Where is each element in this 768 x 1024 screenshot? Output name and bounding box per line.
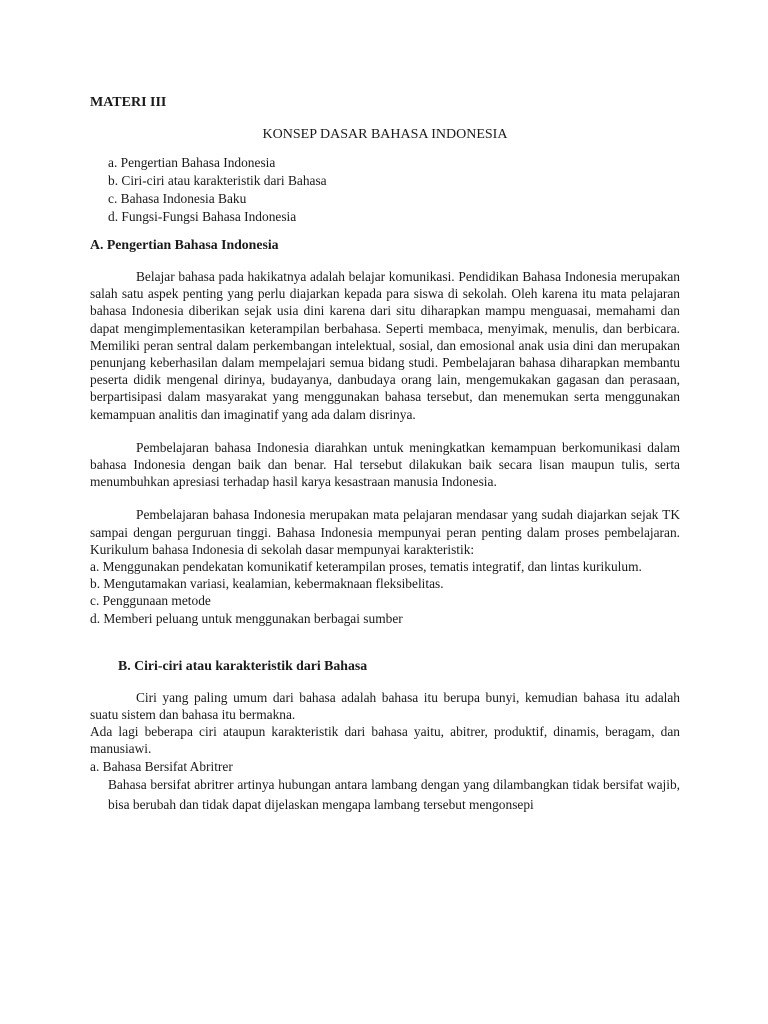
document-page [90,94,680,815]
list-item: b. Mengutamakan variasi, kealamian, kebermaknaan fleksibelitas. [90,576,444,592]
list-item: a. Menggunakan pendekatan komunikatif keterampilan proses, tematis integratif, dan lintas kurikulum. [90,559,642,575]
section-b-item-a: a. Bahasa Bersifat Abritrer [90,758,233,774]
characteristics-list [90,558,680,627]
section-a-paragraph-2: Pembelajaran bahasa Indonesia diarahkan untuk meningkatkan kemampuan berkomunikasi dalam bahasa Indonesia dengan baik dan benar. Hal tersebut dilakukan baik secara lisan maupun tulis, serta menumbuhkan apresiasi terhadap hasil karya kesastraan manusia Indonesia. [90,439,680,490]
section-b-item-a-text: Bahasa bersifat abritrer artinya hubungan antara lambang dengan yang dilambangkan tidak bersifat wajib, bisa berubah dan tidak dapat dijelaskan mengapa lambang tersebut mengonsepi [108,776,680,812]
section-a-paragraph-3: Pembelajaran bahasa Indonesia merupakan mata pelajaran mendasar yang sudah diajarkan sejak TK sampai dengan perguruan tinggi. Bahasa Indonesia mempunyai peran penting dalam proses pembelajaran. Kurikulum bahasa Indonesia di sekolah dasar mempunyai karakteristik: [90,507,680,557]
section-b-title: B. Ciri-ciri atau karakteristik dari Bahasa [118,657,368,673]
section-b-paragraph-2: Ada lagi beberapa ciri ataupun karakteristik dari bahasa yaitu, abitrer, produktif, dinamis, beragam, dan manusiawi. [90,724,680,757]
list-item: d. Memberi peluang untuk menggunakan berbagai sumber [90,610,403,626]
toc-item: a. Pengertian Bahasa Indonesia [108,155,276,170]
toc-item: d. Fungsi-Fungsi Bahasa Indonesia [108,209,297,224]
list-item: c. Penggunaan metode [90,593,211,609]
toc-item: b. Ciri-ciri atau karakteristik dari Bahasa [108,173,327,188]
section-a-title: A. Pengertian Bahasa Indonesia [90,237,279,252]
materi-heading: MATERI III [90,95,167,110]
table-of-contents [90,154,680,226]
section-b-paragraph-1: Ciri yang paling umum dari bahasa adalah bahasa itu berupa bunyi, kemudian bahasa itu adalah suatu sistem dan bahasa itu bermakna. [90,689,680,723]
document-title: KONSEP DASAR BAHASA INDONESIA [262,127,508,142]
toc-item: c. Bahasa Indonesia Baku [108,191,247,206]
section-a-paragraph-1: Belajar bahasa pada hakikatnya adalah belajar komunikasi. Pendidikan Bahasa Indonesia merupakan salah satu aspek penting yang perlu diajarkan kepada para siswa di sekolah. Oleh karena itu mata pelajaran bahasa Indonesia diberikan sejak usia dini karena dari situ diharapkan mampu menguasai, memahami dan dapat mengimplementasikan keterampilan berbahasa. Seperti membaca, menyimak, menulis, dan berbicara. Memiliki peran sentral dalam perkembangan intelektual, sosial, dan emosional anak usia dini dan merupakan penunjang keberhasilan dalam mempelajari semua bidang studi. Pembelajaran bahasa diharapkan membantu peserta didik mengenal dirinya, budayanya, danbudaya orang lain, mengemukakan gagasan dan perasaan, berpartisipasi dalam masyarakat yang menggunakan bahasa tersebut, dan menemukan serta menggunakan kemampuan analitis dan imaginatif yang ada dalam disrinya. [90,269,680,422]
